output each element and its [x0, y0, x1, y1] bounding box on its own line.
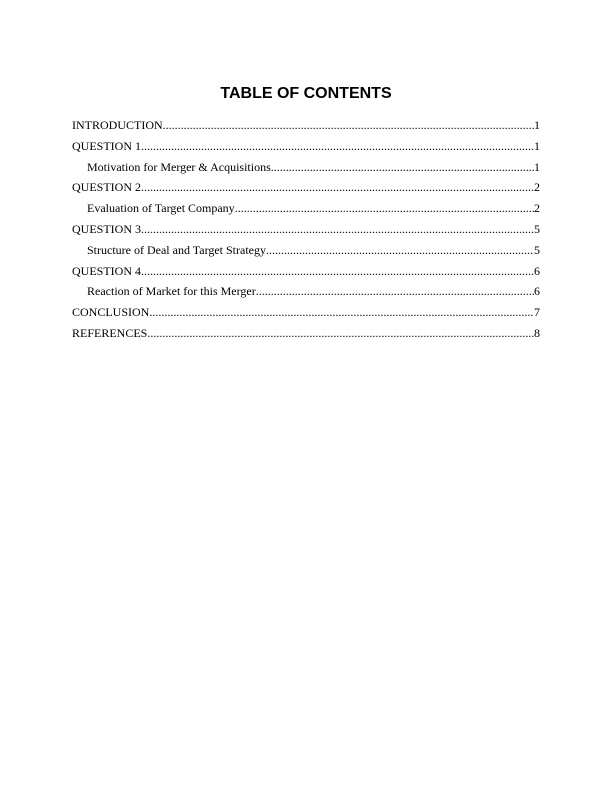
toc-entry-question-3[interactable]	[72, 219, 540, 240]
toc-entry-question-2[interactable]	[72, 177, 540, 198]
toc-entry-text: Reaction of Market for this Merger	[87, 284, 256, 299]
toc-dot-leader	[256, 281, 534, 302]
toc-page-number: 1	[534, 159, 540, 174]
toc-entry-reaction[interactable]	[72, 281, 540, 302]
toc-entry-structure[interactable]	[72, 240, 540, 261]
toc-title: TABLE OF CONTENTS	[220, 85, 392, 102]
toc-dot-leader	[266, 240, 534, 261]
toc-page-number: 5	[534, 242, 540, 257]
toc-entry-motivation[interactable]	[72, 157, 540, 178]
toc-dot-leader	[141, 136, 534, 157]
toc-entry-text: CONCLUSION	[72, 305, 150, 320]
toc-dot-leader	[147, 323, 534, 344]
toc-entry-references[interactable]	[72, 323, 540, 344]
toc-dot-leader	[141, 261, 534, 282]
toc-entry-text: QUESTION 3	[72, 221, 141, 236]
toc-entry-text: INTRODUCTION	[72, 118, 163, 132]
toc-entry-text: Structure of Deal and Target Strategy	[87, 242, 266, 257]
toc-page-number: 7	[534, 305, 540, 320]
toc-dot-leader	[163, 115, 534, 136]
toc-dot-leader	[141, 177, 534, 198]
toc-page-number: 8	[534, 325, 540, 340]
toc-page-number: 2	[534, 180, 540, 195]
toc-entry-question-1[interactable]	[72, 136, 540, 157]
toc-page-number: 5	[534, 221, 540, 236]
toc-entry-introduction[interactable]	[72, 115, 540, 136]
toc-dot-leader	[149, 302, 534, 323]
toc-entry-text: Evaluation of Target Company	[87, 201, 235, 216]
toc-entry-conclusion[interactable]	[72, 302, 540, 323]
toc-entry-text: QUESTION 1	[72, 138, 141, 153]
toc-entry-evaluation[interactable]	[72, 198, 540, 219]
toc-entry-text: Motivation for Merger & Acquisitions	[87, 159, 271, 174]
toc-entry-text: QUESTION 2	[72, 180, 141, 195]
toc-dot-leader	[271, 157, 534, 178]
toc-dot-leader	[141, 219, 534, 240]
toc-dot-leader	[235, 198, 534, 219]
toc-page-number: 2	[534, 201, 540, 216]
toc-page-number: 6	[534, 284, 540, 299]
toc-entry-text: QUESTION 4	[72, 263, 141, 278]
toc-page-number: 1	[534, 138, 540, 153]
toc-page-number: 6	[534, 263, 540, 278]
toc-list	[72, 115, 540, 344]
toc-entry-question-4[interactable]	[72, 261, 540, 282]
toc-page-number: 1	[534, 118, 540, 132]
toc-entry-text: REFERENCES	[72, 325, 148, 340]
